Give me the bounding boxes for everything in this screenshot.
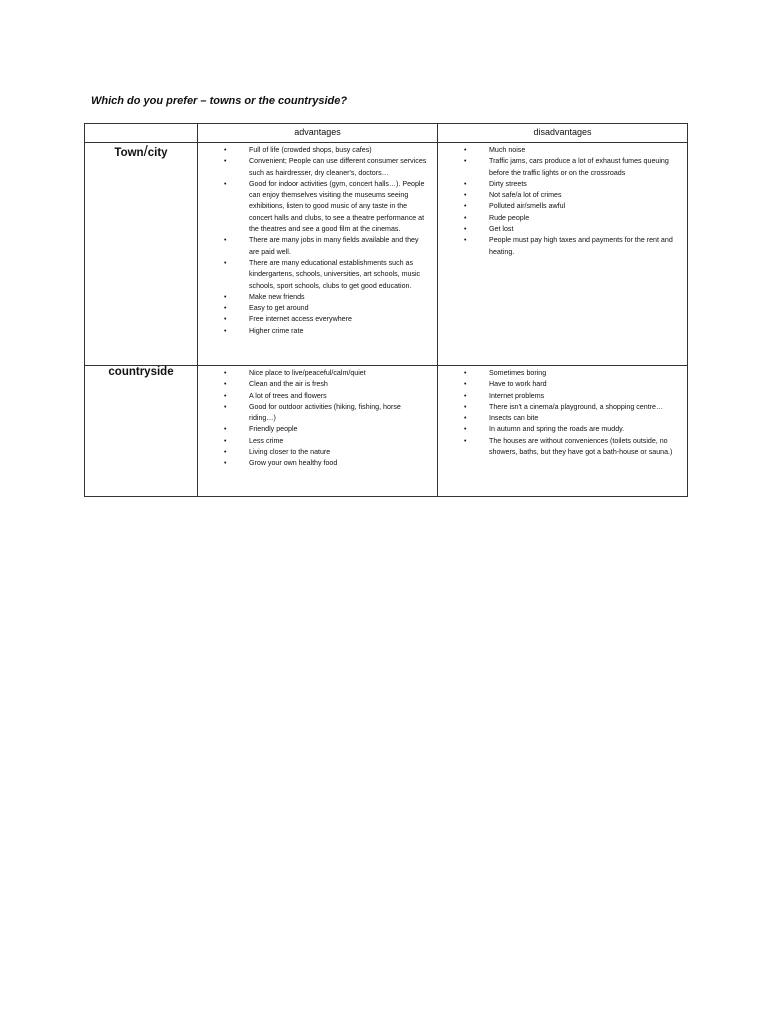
list-item: • Internet problems [438, 391, 679, 402]
table-row-countryside [85, 366, 688, 497]
list-item: • Not safe/a lot of crimes [438, 190, 679, 201]
town-disadvantages-cell [438, 143, 688, 366]
row-label-town [85, 143, 198, 366]
list-item: • Much noise [438, 145, 679, 156]
list-item: • Rude people [438, 213, 679, 224]
list-item: • Nice place to live/peaceful/calm/quiet [198, 368, 429, 379]
list-item: • There are many jobs in many fields available and they are paid well. [198, 235, 429, 258]
list-item: • There isn't a cinema/a playground, a shopping centre… [438, 402, 679, 413]
table-header-row [85, 124, 688, 143]
list-item: • Have to work hard [438, 379, 679, 390]
list-item: • A lot of trees and flowers [198, 391, 429, 402]
list-item: • Friendly people [198, 424, 429, 435]
list-item: • There are many educational establishments such as kindergartens, schools, universities, art schools, music schools, sport schools, clubs to get good education. [198, 258, 429, 292]
list-item: • Get lost [438, 224, 679, 235]
countryside-disadvantages-list [438, 366, 687, 460]
comparison-table [84, 123, 688, 497]
town-disadvantages-list [438, 143, 687, 260]
list-item: • Good for indoor activities (gym, concert halls…). People can enjoy themselves visiting the museums seeing exhibitions, listen to good music of any taste in the concert halls and clubs, to see a theatre performance at the theatres and see a good film at the cinemas. [198, 179, 429, 235]
list-item: • Good for outdoor activities (hiking, fishing, horse riding…) [198, 402, 429, 425]
header-advantages: advantages [198, 124, 438, 143]
list-item: • Grow your own healthy food [198, 458, 429, 469]
row-label-countryside: countryside [85, 366, 198, 497]
list-item: • Dirty streets [438, 179, 679, 190]
countryside-advantages-list [198, 366, 437, 472]
list-item: • In autumn and spring the roads are muddy. [438, 424, 679, 435]
page-title: Which do you prefer – towns or the countryside? [91, 95, 348, 107]
town-advantages-list [198, 143, 437, 339]
list-item: • Full of life (crowded shops, busy cafes) [198, 145, 429, 156]
list-item: • Insects can bite [438, 413, 679, 424]
list-item: • People must pay high taxes and payments for the rent and heating. [438, 235, 679, 258]
list-item: • Free internet access everywhere [198, 314, 429, 325]
countryside-disadvantages-cell [438, 366, 688, 497]
list-item: • Sometimes boring [438, 368, 679, 379]
list-item: • The houses are without conveniences (toilets outside, no showers, baths, but they have got a bath-house or sauna.) [438, 436, 679, 459]
list-item: • Traffic jams, cars produce a lot of exhaust fumes queuing before the traffic lights or on the crossroads [438, 156, 679, 179]
table-row-town [85, 143, 688, 366]
list-item: • Clean and the air is fresh [198, 379, 429, 390]
list-item: • Higher crime rate [198, 326, 429, 337]
header-blank-cell [85, 124, 198, 143]
list-item: • Polluted air/smells awful [438, 201, 679, 212]
list-item: • Make new friends [198, 292, 429, 303]
countryside-advantages-cell [198, 366, 438, 497]
row-label-city-word: city [147, 147, 168, 159]
list-item: • Less crime [198, 436, 429, 447]
list-item: • Convenient; People can use different consumer services such as hairdresser, dry cleaner's, doctors… [198, 156, 429, 179]
list-item: • Living closer to the nature [198, 447, 429, 458]
row-label-town-word: Town [114, 147, 144, 159]
header-disadvantages: disadvantages [438, 124, 688, 143]
town-advantages-cell [198, 143, 438, 366]
list-item: • Easy to get around [198, 303, 429, 314]
row-label-separator: / [143, 143, 148, 160]
